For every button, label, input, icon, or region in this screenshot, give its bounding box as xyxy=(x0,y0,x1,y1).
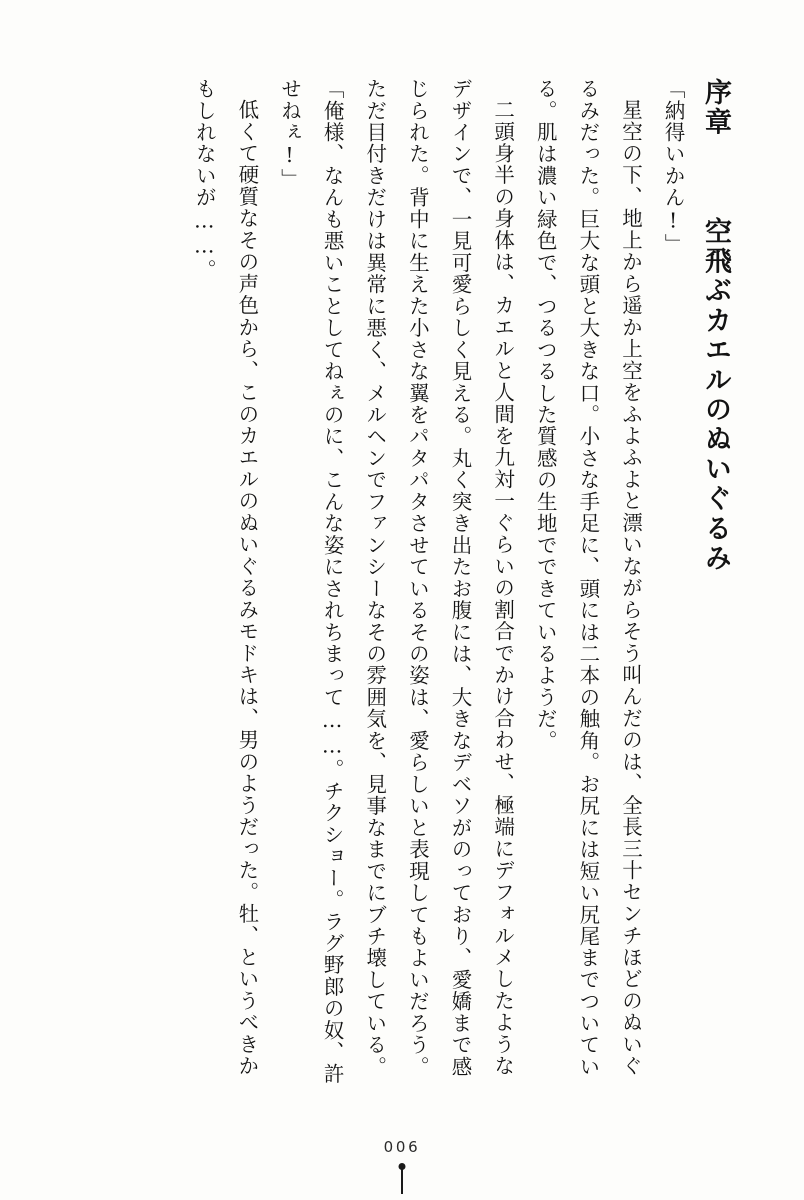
body-text-vertical xyxy=(116,78,736,1088)
spine-line-mark xyxy=(401,1166,403,1194)
paragraph: 星空の下、地上から遥か上空をふよふよと漂いながらそう叫んだのは、全長三十センチほどのぬいぐるみだった。巨大な頭と大きな口。小さな手足に、頭には二本の触角。お尻には短い尻尾までついている。肌は濃い緑色で、つるつるした質感の生地でできているようだ。 xyxy=(533,78,643,1078)
chapter-heading xyxy=(694,78,736,1082)
chapter-title: 空飛ぶカエルのぬいぐるみ xyxy=(700,217,731,574)
page-number: 006 xyxy=(383,1138,421,1156)
paragraph: 低くて硬質なその声色から、このカエルのぬいぐるみモドキは、男のようだった。牡、というべきかもしれないが……。 xyxy=(192,78,259,1077)
paragraph: 「納得いかん!」 xyxy=(661,78,686,256)
paragraph: 二頭身半の身体は、カエルと人間を九対一ぐらいの割合でかけ合わせ、極端にデフォルメしたようなデザインで、一見可愛らしく見える。丸く突き出たお腹には、大きなデベソがのっており、愛嬌まで感じられた。背中に生えた小さな翼をパタパタさせているその姿は、愛らしいと表現してもよいだろう。ただ目付きだけは異常に悪く、メルヘンでファンシーなその雰囲気を、見事なまでにブチ壊している。 xyxy=(362,78,515,1078)
chapter-label: 序章 xyxy=(700,78,731,138)
paragraph: 「俺様、なんも悪いことしてねぇのに、こんな姿にされちまって……。チクショー。ラグ野郎の奴、許せねぇ!」 xyxy=(277,78,345,1085)
